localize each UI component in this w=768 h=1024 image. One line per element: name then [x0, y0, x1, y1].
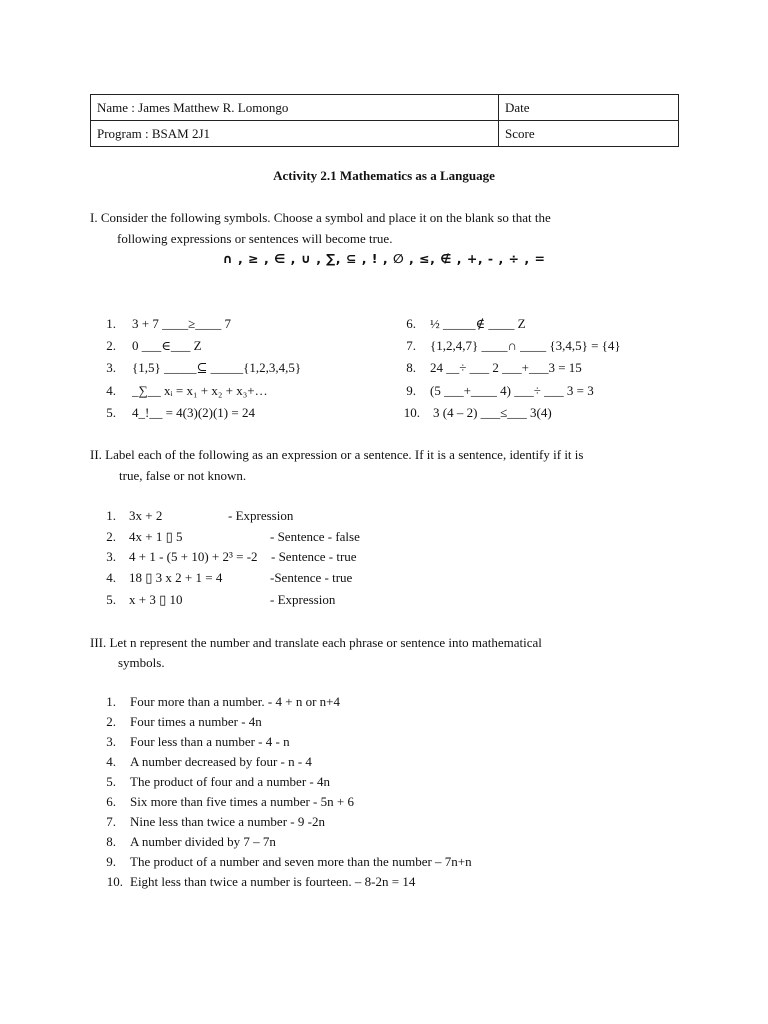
list-item-number: 2.: [106, 529, 116, 544]
section1-instruction-line2: following expressions or sentences will become true.: [117, 231, 393, 246]
list-item-number: 5.: [106, 774, 116, 789]
list-item: {1,5} _____⊆ _____{1,2,3,4,5}: [132, 360, 302, 375]
list-item-number: 1.: [106, 316, 116, 331]
expression-label: - Sentence - false: [270, 529, 360, 544]
list-item: The product of four and a number - 4n: [130, 774, 330, 789]
list-item-number: 6.: [106, 794, 116, 809]
list-item-number: 2.: [106, 338, 116, 353]
list-item: 4_!__ = 4(3)(2)(1) = 24: [132, 405, 255, 420]
expression-text: 18 ▯ 3 x 2 + 1 = 4: [129, 570, 223, 585]
expression-text: 3x + 2: [129, 508, 163, 523]
list-item: A number divided by 7 – 7n: [130, 834, 276, 849]
activity-title: Activity 2.1 Mathematics as a Language: [273, 168, 495, 183]
list-item: ½ _____∉ ____ Z: [430, 316, 526, 331]
list-item-number: 5.: [106, 592, 116, 607]
expression-label: -Sentence - true: [270, 570, 353, 585]
expression-label: - Expression: [228, 508, 294, 523]
list-item: Six more than five times a number - 5n + 6: [130, 794, 354, 809]
list-item: 3 + 7 ____≥____ 7: [132, 316, 231, 331]
list-item: _∑__ xᵢ = x₁ + x₂ + x₃+…: [132, 383, 268, 398]
expression-text: 4x + 1 ▯ 5: [129, 529, 183, 544]
list-item: Nine less than twice a number - 9 -2n: [130, 814, 325, 829]
list-item-number: 4.: [106, 570, 116, 585]
list-item-number: 4.: [106, 383, 116, 398]
header-row-name: [91, 95, 679, 121]
list-item: Four times a number - 4n: [130, 714, 262, 729]
expression-label: - Expression: [270, 592, 336, 607]
list-item-number: 4.: [106, 754, 116, 769]
list-item: Four more than a number. - 4 + n or n+4: [130, 694, 340, 709]
list-item-number: 9.: [406, 383, 416, 398]
score-cell: Score: [499, 121, 679, 147]
list-item-number: 8.: [406, 360, 416, 375]
expression-text: x + 3 ▯ 10: [129, 592, 183, 607]
section1-instruction-line1: I. Consider the following symbols. Choose a symbol and place it on the blank so that the: [90, 210, 551, 225]
list-item-number: 7.: [406, 338, 416, 353]
list-item-number: 10.: [106, 874, 123, 889]
symbol-list: ∩ , ≥ , ∈ , ∪ , ∑, ⊆ , ! , ∅ , ≤, ∉ , +, - , ÷ , =: [222, 251, 546, 266]
list-item-number: 8.: [106, 834, 116, 849]
list-item: Four less than a number - 4 - n: [130, 734, 290, 749]
list-item: 24 __÷ ___ 2 ___+___3 = 15: [430, 360, 582, 375]
list-item: 3 (4 – 2) ___≤___ 3(4): [433, 405, 552, 420]
section3-instruction-line2: symbols.: [118, 655, 165, 670]
list-item: Eight less than twice a number is fourteen. – 8-2n = 14: [130, 874, 416, 889]
list-item-number: 1.: [106, 508, 116, 523]
expression-label: - Sentence - true: [271, 549, 357, 564]
list-item-number: 10.: [403, 405, 420, 420]
list-item-number: 7.: [106, 814, 116, 829]
header-table: [90, 94, 679, 147]
list-item-number: 5.: [106, 405, 116, 420]
list-item-number: 1.: [106, 694, 116, 709]
list-item-number: 6.: [406, 316, 416, 331]
list-item: The product of a number and seven more than the number – 7n+n: [130, 854, 472, 869]
list-item: {1,2,4,7} ____∩ ____ {3,4,5} = {4}: [430, 338, 621, 353]
list-item-number: 3.: [106, 734, 116, 749]
list-item: A number decreased by four - n - 4: [130, 754, 312, 769]
list-item-number: 3.: [106, 360, 116, 375]
list-item-number: 3.: [106, 549, 116, 564]
section3-instruction-line1: III. Let n represent the number and translate each phrase or sentence into mathematical: [90, 635, 542, 650]
list-item-number: 9.: [106, 854, 116, 869]
section2-instruction-line1: II. Label each of the following as an expression or a sentence. If it is a sentence, identify if it is: [90, 447, 584, 462]
program-cell: Program : BSAM 2J1: [91, 121, 499, 147]
list-item: 0 ___∈___ Z: [132, 338, 202, 353]
expression-text: 4 + 1 - (5 + 10) + 2³ = -2: [129, 549, 258, 564]
list-item-number: 2.: [106, 714, 116, 729]
name-cell: Name : James Matthew R. Lomongo: [91, 95, 499, 121]
date-cell: Date: [499, 95, 679, 121]
section2-instruction-line2: true, false or not known.: [119, 468, 247, 483]
header-row-program: [91, 121, 679, 147]
list-item: (5 ___+____ 4) ___÷ ___ 3 = 3: [430, 383, 594, 398]
